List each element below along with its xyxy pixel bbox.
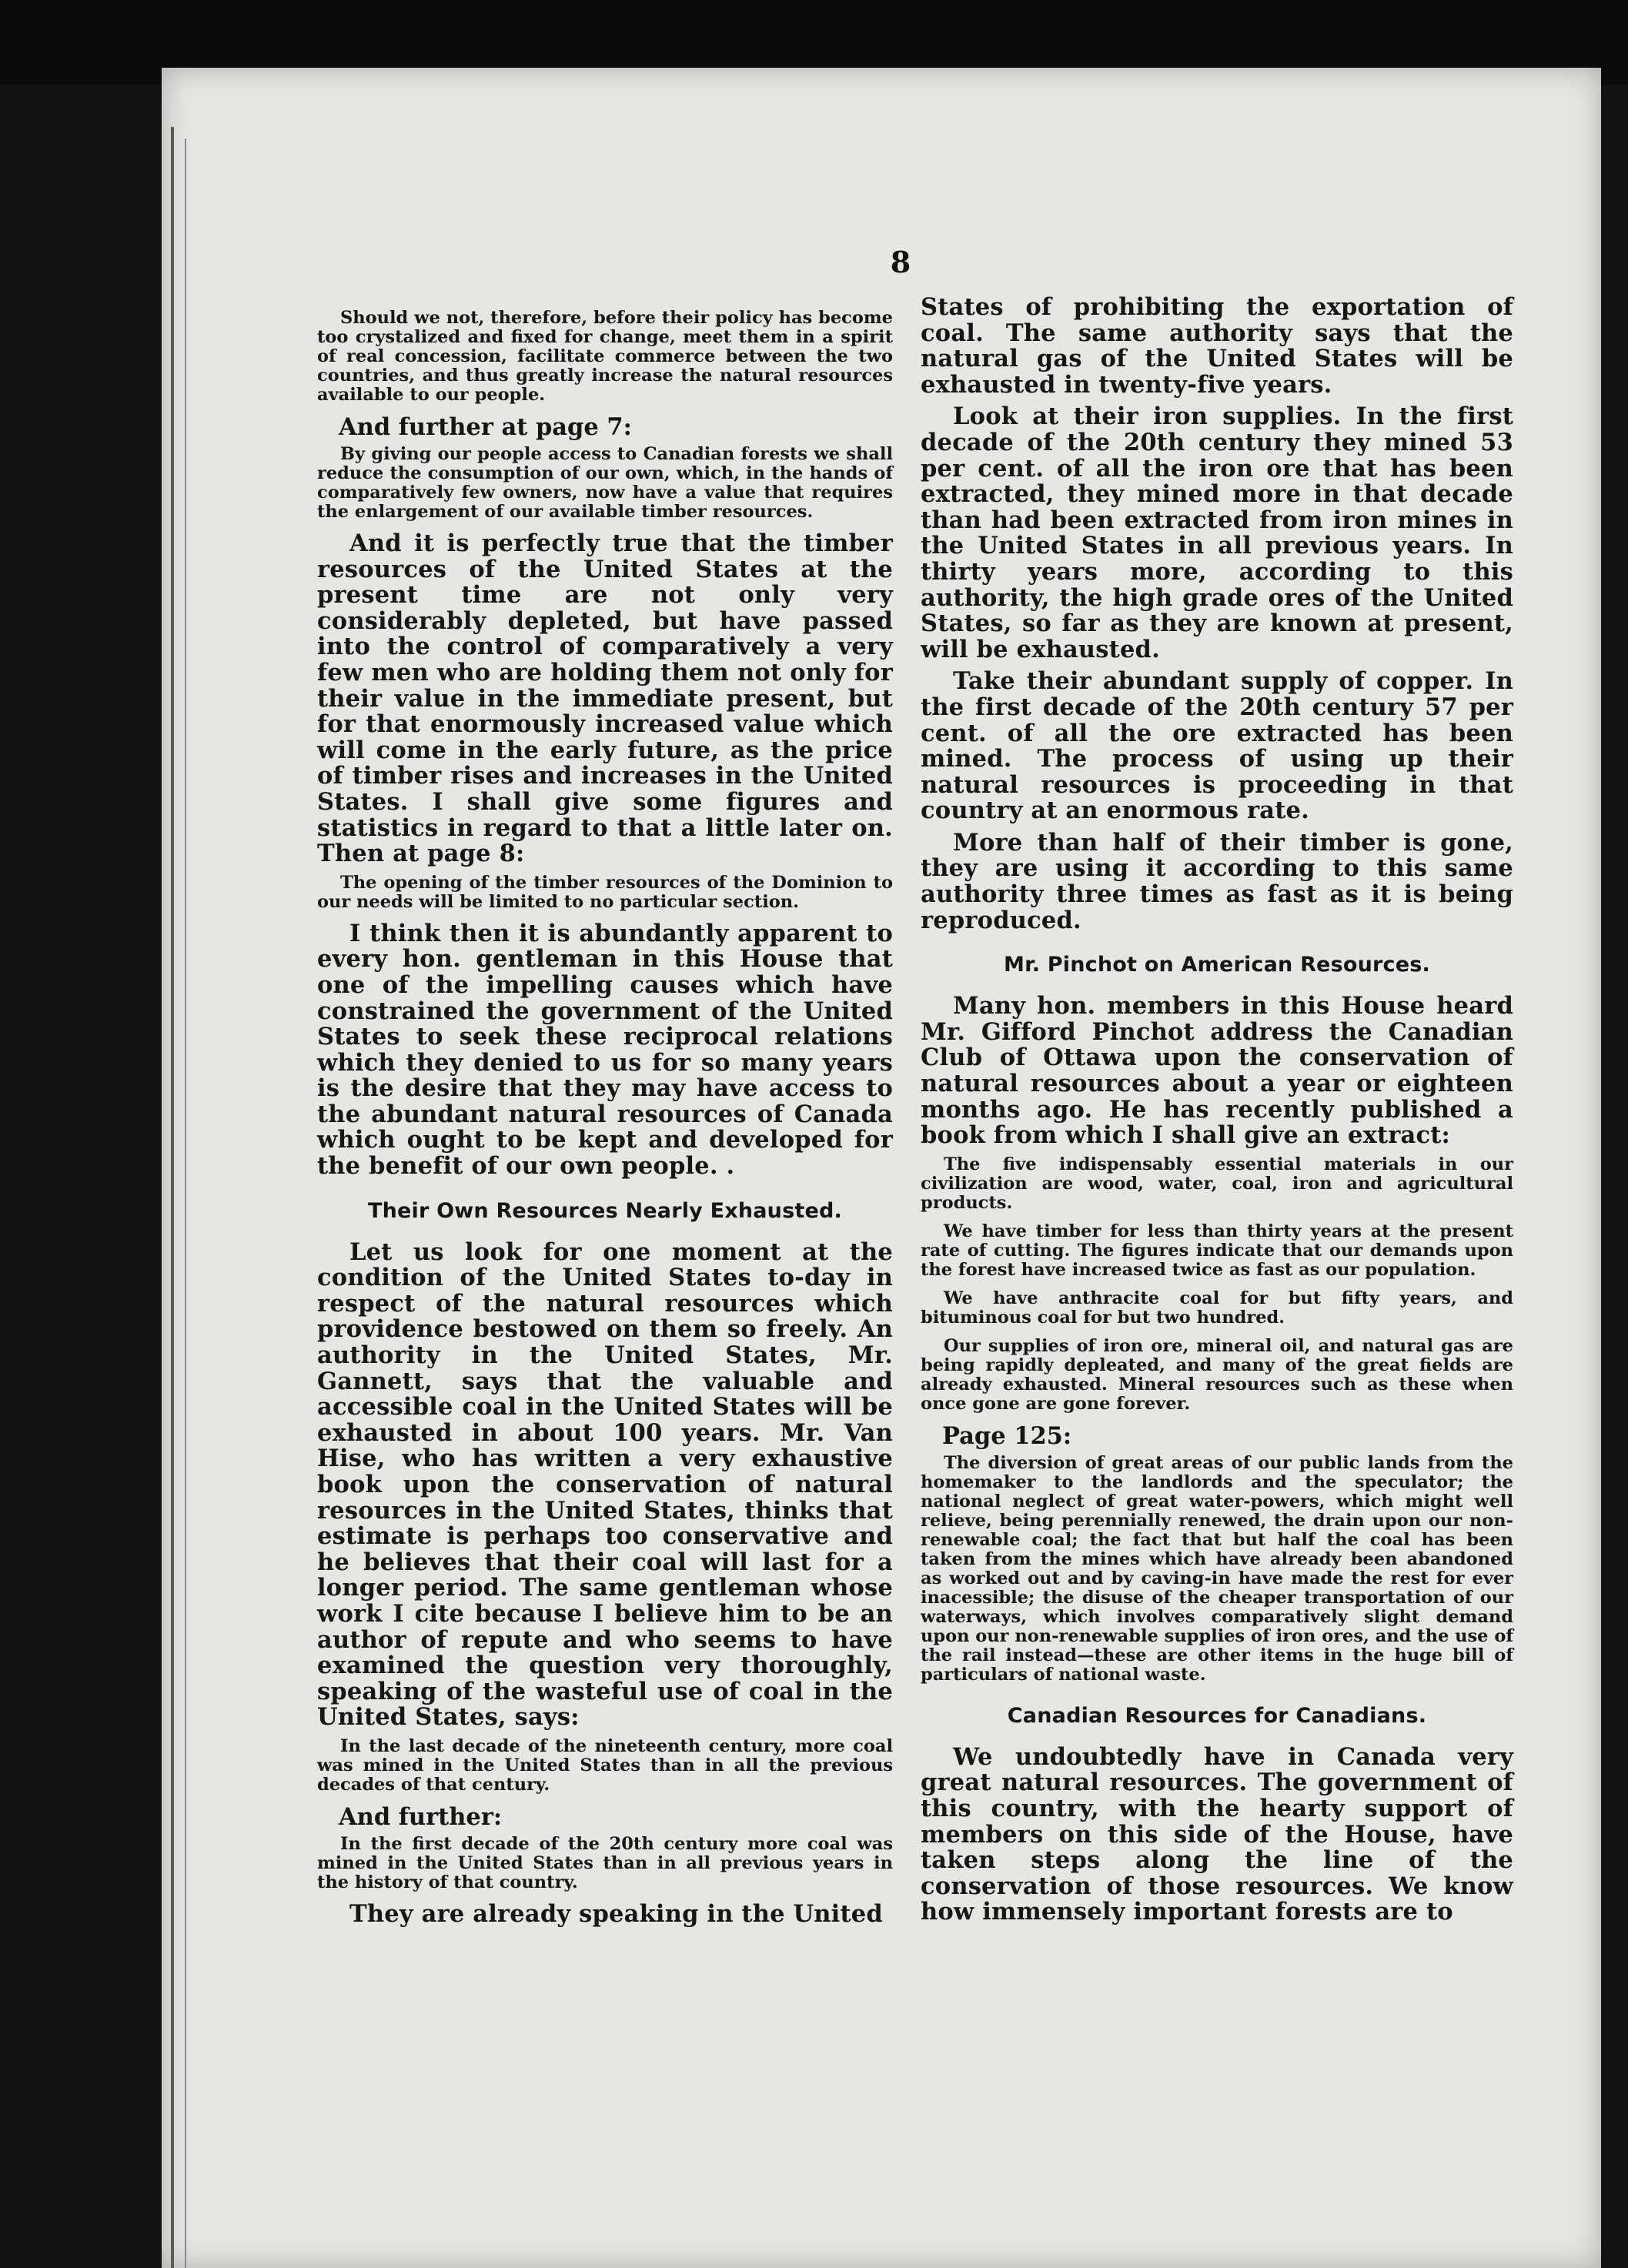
body-paragraph: We undoubtedly have in Canada very great natural resources. The government of this country, with the hearty support of members on this side of the House, have taken steps along the line of the conservation of those resources. We know how immensely important forests are to (921, 1742, 1513, 1926)
quoted-passage: By giving our people access to Canadian forests we shall reduce the consumption of our own, which, in the hands of comparatively few owners, now have a value that requires the enlargement of our available timber resources. (317, 444, 893, 522)
quoted-passage: The diversion of great areas of our public lands from the homemaker to the landlords and the speculator; the national neglect of great water-powers, which might well relieve, being perennially renewed, the drain upon our non-renewable coal; the fact that but half the coal has been taken from the mines which have already been abandoned as worked out and by caving-in have made the rest for ever inacessible; the disuse of the cheaper transportation of our waterways, which involves comparatively slight demand upon our non-renewable supplies of iron ores, and the use of the rail instead—these are other items in the huge bill of particulars of national waste. (921, 1452, 1513, 1685)
section-heading: Canadian Resources for Canadians. (1007, 1703, 1427, 1728)
page-number: 8 (890, 245, 911, 279)
body-paragraph: Many hon. members in this House heard Mr. Gifford Pinchot address the Canadian Club of Ottawa upon the conservation of natural resources about a year or eighteen months ago. He has recently published a book from which I shall give an extract: (921, 992, 1513, 1150)
quoted-passage: We have timber for less than thirty years at the present rate of cutting. The figures indicate that our demands upon the forest have increased twice as fast as our population. (921, 1221, 1513, 1280)
section-heading: Mr. Pinchot on American Resources. (1004, 953, 1430, 977)
quoted-passage: The five indispensably essential materials in our civilization are wood, water, coal, iron and agricultural products. (921, 1154, 1513, 1213)
quoted-passage: In the last decade of the nineteenth century, more coal was mined in the United States than in all the previous decades of that century. (317, 1735, 893, 1795)
body-paragraph: Let us look for one moment at the condition of the United States to-day in respect of the natural resources which providence bestowed on them so freely. An authority in the United States, Mr. Gannett, says that the valuable and accessible coal in the United States will be exhausted in about 100 years. Mr. Van Hise, who has written a very exhaustive book upon the conservation of natural resources in the United States, thinks that estimate is perhaps too conservative and he believes that their coal will last for a longer period. The same gentleman whose work I cite because I believe him to be an author of repute and who seems to have examined the question very thoroughly, speaking of the wasteful use of coal in the United States, says: (317, 1238, 893, 1732)
quoted-passage: Should we not, therefore, before their policy has become too crystalized and fixed for change, meet them in a spirit of real concession, facilitate commerce between the two countries, and thus greatly increase the natural resources available to our people. (317, 308, 893, 405)
body-paragraph: And it is perfectly true that the timber resources of the United States at the present time are not only very considerably depleted, but have passed into the control of comparatively a very few men who are holding them not only for their value in the immediate present, but for that enormously increased value which will come in the early future, as the price of timber rises and increases in the United States. I shall give some figures and statistics in regard to that a little later on. Then at page 8: (317, 529, 893, 868)
body-paragraph: Take their abundant supply of copper. In the first decade of the 20th century 57 per cent. of all the ore extracted has been mined. The process of using up their natural resources is proceeding in that country at an enormous rate. (921, 667, 1513, 825)
body-paragraph: Look at their iron supplies. In the first decade of the 20th century they mined 53 per cent. of all the iron ore that has been extracted, they mined more in that decade than had been extracted from iron mines in the United States in all previous years. In thirty years more, according to this authority, the high grade ores of the United States, so far as they are known at present, will be exhausted. (921, 402, 1513, 663)
quoted-passage: Our supplies of iron ore, mineral oil, and natural gas are being rapidly depleated, and many of the great fields are already exhausted. Mineral resources such as these when once gone are gone forever. (921, 1335, 1513, 1414)
left-column (317, 304, 893, 1934)
body-paragraph: They are already speaking in the United (349, 1899, 883, 1928)
body-paragraph: States of prohibiting the exportation of coal. The same authority says that the natural gas of the United States will be exhausted in twenty-five years. (921, 293, 1513, 399)
body-paragraph: I think then it is abundantly apparent to every hon. gentleman in this House that one of the impelling causes which have constrained the government of the United States to seek these reciprocal relations which they denied to us for so many years is the desire that they may have access to the abundant natural resources of Canada which ought to be kept and developed for the benefit of our own people. . (317, 919, 893, 1181)
lead-in-text: And further: (339, 1802, 503, 1831)
page-edge-line (171, 127, 174, 2268)
quoted-passage: In the first decade of the 20th century more coal was mined in the United States than in all previous years in the history of that country. (317, 1833, 893, 1892)
section-heading: Their Own Resources Nearly Exhausted. (368, 1198, 842, 1223)
quoted-passage: The opening of the timber resources of the Dominion to our needs will be limited to no particular section. (317, 872, 893, 912)
right-column (921, 295, 1513, 1932)
body-paragraph: More than half of their timber is gone, they are using it according to this same authority three times as fast as it is being reproduced. (921, 828, 1513, 934)
page-edge-line-inner (185, 139, 186, 2268)
lead-in-text: Page 125: (942, 1421, 1072, 1450)
quoted-passage: We have anthracite coal for but fifty years, and bituminous coal for but two hundred. (921, 1288, 1513, 1328)
lead-in-text: And further at page 7: (339, 413, 632, 441)
